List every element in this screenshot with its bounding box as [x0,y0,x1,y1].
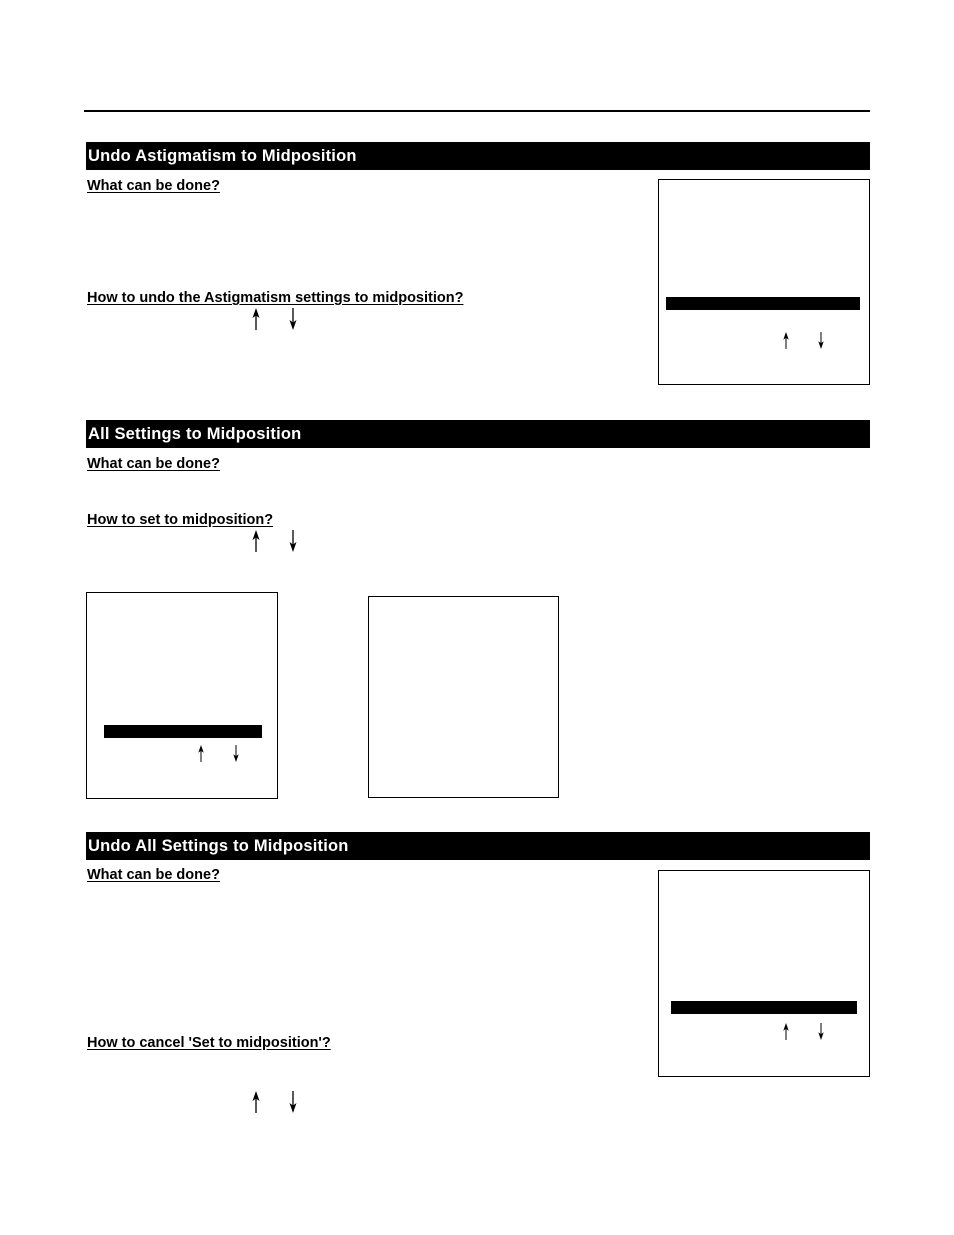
menu-highlight-bar [104,725,262,738]
how-to-cancel-heading: How to cancel 'Set to midposition'? [87,1035,331,1051]
osd-menu-panel [658,179,870,385]
up-arrow-icon [251,1091,261,1113]
down-arrow-icon [816,1023,826,1040]
menu-highlight-bar [666,297,860,310]
how-to-set-heading: How to set to midposition? [87,512,274,528]
up-arrow-icon [251,530,261,552]
section-title-undo-astigmatism: Undo Astigmatism to Midposition [86,142,870,170]
how-to-undo-heading: How to undo the Astigmatism settings to midposition? [87,290,464,306]
section-title-undo-all-settings: Undo All Settings to Midposition [86,832,870,860]
osd-menu-panel [86,592,278,799]
up-arrow-icon [251,308,261,330]
up-arrow-icon [781,332,791,349]
osd-blank-panel [368,596,559,798]
top-rule [84,110,870,112]
what-can-be-done-heading: What can be done? [87,867,220,883]
up-arrow-icon [781,1023,791,1040]
osd-menu-panel [658,870,870,1077]
down-arrow-icon [288,1091,298,1113]
down-arrow-icon [288,308,298,330]
down-arrow-icon [288,530,298,552]
what-can-be-done-heading: What can be done? [87,178,220,194]
menu-highlight-bar [671,1001,857,1014]
down-arrow-icon [816,332,826,349]
up-arrow-icon [196,745,206,762]
what-can-be-done-heading: What can be done? [87,456,220,472]
down-arrow-icon [231,745,241,762]
section-title-all-settings: All Settings to Midposition [86,420,870,448]
